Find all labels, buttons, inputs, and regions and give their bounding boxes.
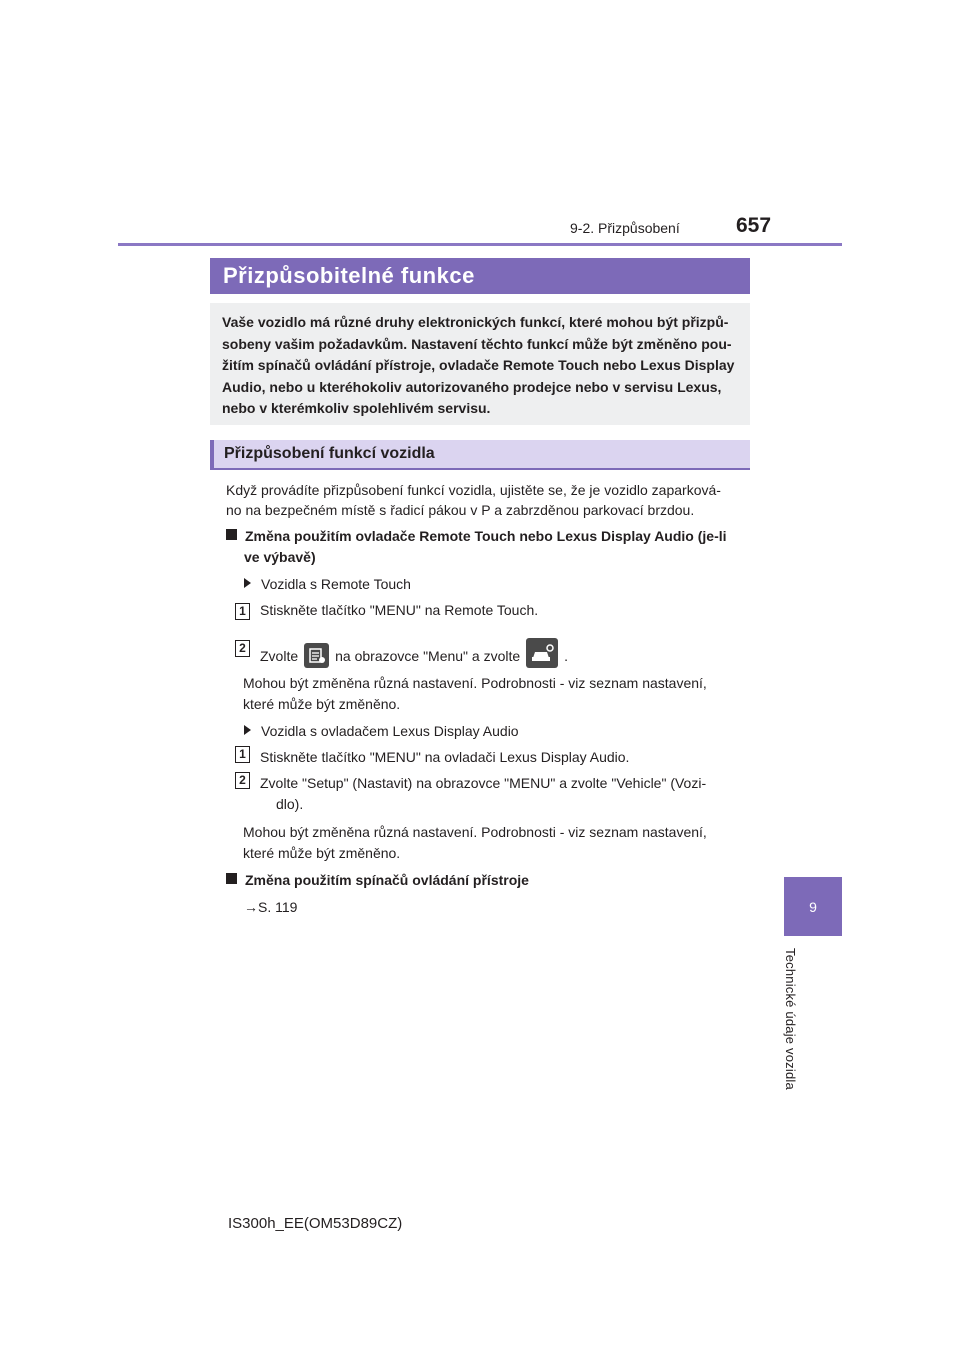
settings-list-icon (304, 643, 329, 668)
intro-line: nebo v kterémkoliv spolehlivém servisu. (222, 400, 491, 416)
note-line: které může být změněno. (243, 845, 401, 861)
variant-label: Vozidla s Remote Touch (261, 576, 411, 592)
note-line: Mohou být změněna různá nastavení. Podrobnosti - viz seznam nastavení, (243, 824, 707, 840)
step-number: 2 (235, 772, 250, 789)
triangle-bullet-icon (244, 578, 251, 588)
step-text-part: Zvolte (260, 648, 299, 664)
square-bullet-icon (226, 529, 237, 540)
note-line: Mohou být změněna různá nastavení. Podrobnosti - viz seznam nastavení, (243, 675, 707, 691)
subsection-title: Přizpůsobení funkcí vozidla (210, 440, 750, 470)
triangle-bullet-icon (244, 725, 251, 735)
paragraph-line: Když provádíte přizpůsobení funkcí vozidla, ujistěte se, že je vozidlo zaparková- (226, 482, 721, 498)
note-line: které může být změněno. (243, 696, 401, 712)
step-text (260, 638, 568, 668)
step-number: 1 (235, 603, 250, 620)
intro-box (210, 303, 750, 425)
chapter-side-label (783, 948, 800, 1108)
step-text-part: na obrazovce "Menu" a zvolte (335, 648, 521, 664)
intro-line: žitím spínačů ovládání přístroje, ovladače Remote Touch nebo Lexus Display (222, 357, 735, 373)
step-text-cont: dlo). (276, 796, 304, 812)
chapter-number: 9 (809, 898, 817, 915)
header-section-label: 9-2. Přizpůsobení (570, 220, 680, 236)
heading-text: Změna použitím ovladače Remote Touch nebo Lexus Display Audio (je-li (245, 528, 727, 544)
heading-remote-touch (226, 526, 727, 547)
heading-text: Změna použitím spínačů ovládání přístroje (245, 872, 529, 888)
paragraph-line: no na bezpečném místě s řadicí pákou v P a zabrzděnou parkovací brzdou. (226, 502, 695, 518)
header-divider (118, 243, 842, 246)
variant-label: Vozidla s ovladačem Lexus Display Audio (261, 723, 519, 739)
step-text: Stiskněte tlačítko "MENU" na Remote Touch. (260, 602, 539, 618)
intro-line: Vaše vozidlo má různé druhy elektronických funkcí, které mohou být přizpů- (222, 314, 729, 330)
heading-switches (226, 870, 529, 891)
page-reference[interactable]: →S. 119 (244, 899, 298, 915)
section-title: Přizpůsobitelné funkce (210, 258, 750, 294)
intro-line: sobeny vašim požadavkům. Nastavení těchto funkcí může být změněno pou- (222, 335, 732, 352)
step-text: Zvolte "Setup" (Nastavit) na obrazovce "MENU" a zvolte "Vehicle" (Vozi- (260, 775, 707, 791)
vehicle-settings-icon (526, 638, 558, 668)
heading-remote-touch-cont: ve výbavě) (244, 549, 316, 565)
variant-display-audio (244, 721, 519, 742)
document-code: IS300h_EE(OM53D89CZ) (228, 1215, 403, 1232)
intro-line: Audio, nebo u kteréhokoliv autorizovaného prodejce nebo v servisu Lexus, (222, 378, 722, 395)
step-number: 2 (235, 640, 250, 657)
chapter-tab (784, 877, 842, 936)
chapter-title: Technické údaje vozidla (783, 948, 798, 1090)
step-text-part: . (564, 648, 569, 664)
variant-remote-touch (244, 574, 411, 595)
step-text: Stiskněte tlačítko "MENU" na ovladači Lexus Display Audio. (260, 749, 630, 765)
step-number: 1 (235, 746, 250, 763)
page-number: 657 (736, 214, 772, 237)
square-bullet-icon (226, 873, 237, 884)
